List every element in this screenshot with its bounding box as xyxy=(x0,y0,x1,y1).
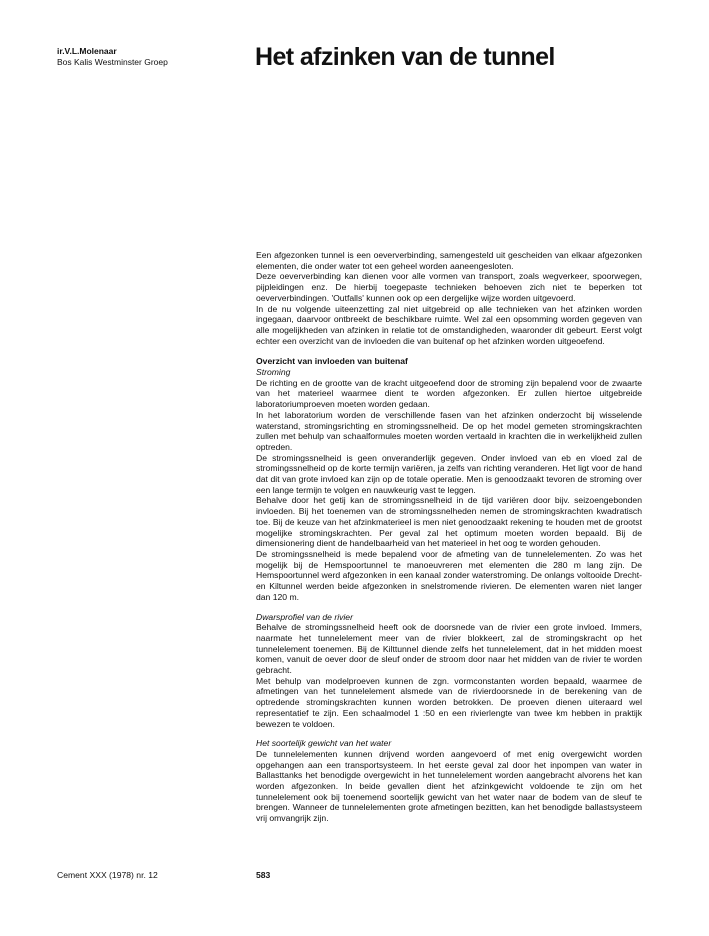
body-paragraph: De stromingssnelheid is geen onveranderlijk gegeven. Onder invloed van eb en vloed zal de stromingssnelheid op de korte termijn variëren, ja zelfs van richting veranderen. Het ligt voor de hand dat dit van grote invloed kan zijn op de totale operatie. Men is genoodzaakt tevoren de stroming over een lange termijn te volgen en nauwkeurig vast te leggen. xyxy=(256,452,642,495)
article-body xyxy=(256,250,642,824)
subsection-heading-dwarsprofiel: Dwarsprofiel van de rivier xyxy=(256,611,353,622)
subsection-heading-soortelijk-gewicht: Het soortelijk gewicht van het water xyxy=(256,738,392,749)
author-organization: Bos Kalis Westminster Groep xyxy=(57,57,168,67)
body-paragraph: De tunnelelementen kunnen drijvend worden aangevoerd of met enig overgewicht worden opgehangen aan een transportsysteem. In het eerste geval zal door het inpompen van water in Ballasttanks het benodigde overgewicht in het tunnelelement worden aangebracht alvorens het kan worden afgezonken. In beide gevallen dient het afzinkgewicht voldoende te zijn om het tunnelelement ook bij toenemend soortelijk gewicht van het water naar de bodem van de sleuf te brengen. Wanneer de tunnelelementen grote afmetingen bezitten, kan het benodigde ballastsysteem vrij omvangrijk zijn. xyxy=(256,748,642,824)
body-paragraph: De richting en de grootte van de kracht uitgeoefend door de stroming zijn bepalend voor de zwaarte van het materieel waarmee dient te worden afgezonken. Er zullen hiertoe uitgebreide laboratoriumproeven moeten worden gedaan. xyxy=(256,377,642,410)
author-name: ir.V.L.Molenaar xyxy=(57,46,117,56)
body-paragraph: Behalve de stromingssnelheid heeft ook de doorsnede van de rivier een grote invloed. Immers, naarmate het tunnelelement meer van de rivier blokkeert, zal de stromingskracht op het tunnelelement toenemen. Bij de Kilttunnel diende zelfs het tunnelelement, dat in het midden moest komen, vanuit de oever door de sleuf onder de stroom door naar het midden van de rivier te worden gebracht. xyxy=(256,622,642,676)
body-paragraph: De stromingssnelheid is mede bepalend voor de afmeting van de tunnelelementen. Zo was het mogelijk bij de Hemspoortunnel te manoeuvreren met elementen die 280 m lang zijn. De Hemspoortunnel werd afgezonken in een kanaal zonder waterstroming. De onlangs voltooide Drecht- en Kiltunnel werden beide afgezonken in snelstromende rivieren. De elementen waren niet langer dan 120 m. xyxy=(256,548,642,602)
intro-paragraph: Een afgezonken tunnel is een oeververbinding, samengesteld uit gescheiden van elkaar afgezonken elementen, die onder water tot een geheel worden aaneengesloten. xyxy=(256,250,642,271)
intro-paragraph: In de nu volgende uiteenzetting zal niet uitgebreid op alle technieken van het afzinken worden ingegaan, daarvoor ontbreekt de beschikbare ruimte. Wel zal een opsomming worden gegeven van alle mogelijkheden van afzinken in relatie tot de omstandigheden, waaronder dit gebeurt. Eerst volgt echter een overzicht van de invloeden die van buitenaf op het afzinken worden uitgeoefend. xyxy=(256,303,642,346)
body-paragraph: Met behulp van modelproeven kunnen de zgn. vormconstanten worden bepaald, waarmee de afmetingen van het tunnelelement alsmede van de rivierdoorsnede in de berekening van de optredende stromingskrachten kunnen worden betrokken. De proeven dienen uiteraard wel representatief te zijn. Een schaalmodel 1 :50 en een rivierlengte van twee km hebben in praktijk bewezen te voldoen. xyxy=(256,675,642,729)
author-block xyxy=(57,46,247,68)
page-number: 583 xyxy=(256,870,271,880)
subsection-heading-stroming: Stroming xyxy=(256,367,291,378)
section-heading: Overzicht van invloeden van buitenaf xyxy=(256,356,408,367)
body-paragraph: Behalve door het getij kan de stromingssnelheid in de tijd variëren door bijv. seizoengebonden invloeden. Bij het toenemen van de stromingssnelheden nemen de stromingskrachten kwadratisch toe. Bij de keuze van het afzinkmaterieel is men niet genoodzaakt rekening te houden met de grootst mogelijke stromingskrachten. Per geval zal het optimum moeten worden bepaald. Bij de dimensionering dient de handelbaarheid van het materieel in het oog te worden gehouden. xyxy=(256,495,642,549)
journal-reference: Cement XXX (1978) nr. 12 xyxy=(57,870,158,880)
article-title: Het afzinken van de tunnel xyxy=(255,43,555,71)
body-paragraph: In het laboratorium worden de verschillende fasen van het afzinken onderzocht bij wisselende waterstand, stromingsrichting en stromingssnelheid. De op het model gemeten stromingskrachten zullen met behulp van schaalformules moeten worden vertaald in krachten die in werkelijkheid zullen optreden. xyxy=(256,409,642,452)
intro-paragraph: Deze oeververbinding kan dienen voor alle vormen van transport, zoals wegverkeer, spoorwegen, pijpleidingen enz. De hierbij toegepaste technieken behoeven zich niet te beperken tot oeververbindingen. 'Outfalls' kunnen ook op een dergelijke wijze worden uitgevoerd. xyxy=(256,271,642,303)
